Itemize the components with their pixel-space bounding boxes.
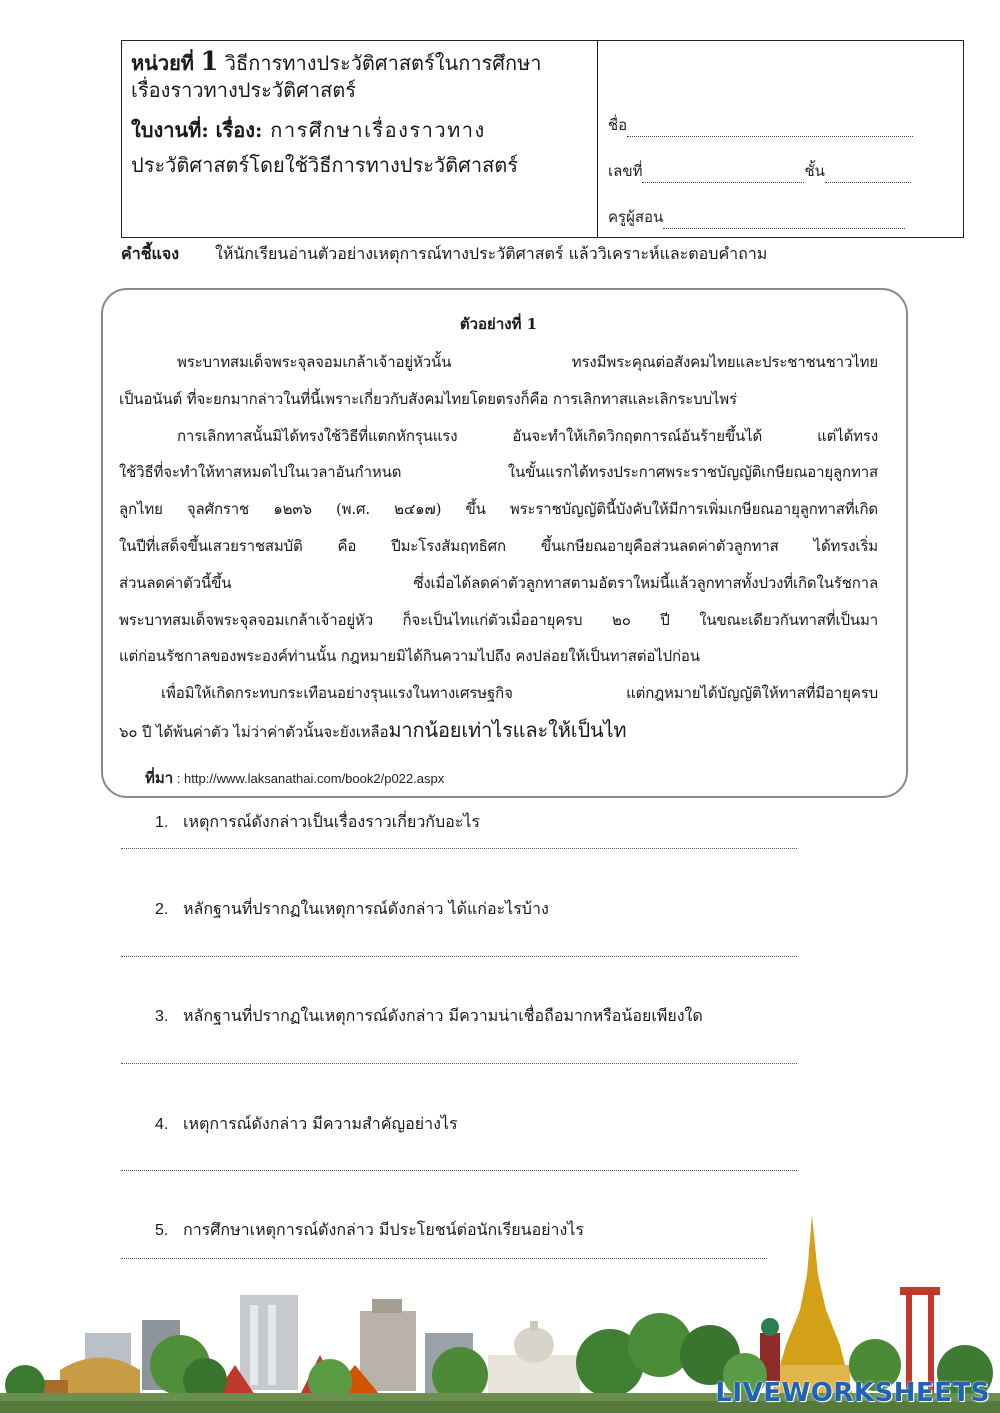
source-url: : http://www.laksanathai.com/book2/p022.aspx bbox=[176, 771, 445, 786]
question-text: เหตุการณ์ดังกล่าวเป็นเรื่องราวเกี่ยวกับอะไร bbox=[183, 812, 480, 831]
example-box bbox=[101, 288, 908, 798]
number-input-line[interactable] bbox=[642, 169, 804, 183]
question-text: การศึกษาเหตุการณ์ดังกล่าว มีประโยชน์ต่อนักเรียนอย่างไร bbox=[183, 1220, 584, 1239]
question-number: 3. bbox=[155, 1008, 169, 1025]
unit-title-part-1: วิธีการทางประวัติศาสตร์ในการศึกษา bbox=[218, 51, 542, 75]
passage-line: แต่ก่อนรัชกาลของพระองค์ท่านนั้น กฎหมายมิได้กินความไปถึง คงปล่อยให้เป็นทาสต่อไปก่อน bbox=[119, 647, 700, 666]
liveworksheets-logo[interactable]: LIVEWORKSHEETS bbox=[715, 1378, 990, 1408]
unit-label: หน่วยที่ bbox=[131, 51, 194, 75]
source-citation bbox=[145, 766, 444, 790]
passage-line: เป็นอนันต์ ที่จะยกมากล่าวในที่นี้เพราะเกี่ยวกับสังคมไทยโดยตรงก็คือ การเลิกทาสและเลิกระบบไพร่ bbox=[119, 389, 737, 408]
passage-line: เพื่อมิให้เกิดกระทบกระเทือนอย่างรุนแรงในทางเศรษฐกิจ แต่กฎหมายได้บัญญัติให้ทาสที่มีอายุครบ bbox=[161, 684, 878, 703]
example-title: ตัวอย่างที่ 1 bbox=[459, 315, 538, 333]
name-input-line[interactable] bbox=[627, 123, 913, 137]
unit-title-line-2: เรื่องราวทางประวัติศาสตร์ bbox=[131, 78, 356, 102]
number-label: เลขที่ bbox=[608, 162, 643, 180]
source-label: ที่มา bbox=[145, 769, 174, 787]
question-text: เหตุการณ์ดังกล่าว มีความสำคัญอย่างไร bbox=[183, 1114, 458, 1133]
class-input-line[interactable] bbox=[825, 169, 911, 183]
passage-line: พระบาทสมเด็จพระจุลจอมเกล้าเจ้าอยู่หัวนั้น ทรงมีพระคุณต่อสังคมไทยและประชาชนชาวไทย bbox=[177, 353, 878, 371]
question-number: 4. bbox=[155, 1116, 169, 1133]
worksheet-label: ใบงานที่: เรื่อง: bbox=[131, 118, 263, 142]
teacher-input-line[interactable] bbox=[663, 215, 905, 229]
instructions bbox=[121, 242, 881, 267]
worksheet-title-part-1: การศึกษาเรื่องราวทาง bbox=[262, 118, 486, 142]
passage-line: ลูกไทย จุลศักราช ๑๒๓๖ (พ.ศ. ๒๔๑๗) ขึ้น พระราชบัญญัตินี้บังคับให้มีการเพิ่มเกษียณอายุลูกทาสที่เกิด bbox=[119, 500, 878, 519]
passage-line: พระบาทสมเด็จพระจุลจอมเกล้าเจ้าอยู่หัว ก็จะเป็นไทแก่ตัวเมื่ออายุครบ ๒๐ ปี ในขณะเดียวกันทาสที่เป็นมา bbox=[119, 610, 878, 629]
question-number: 1. bbox=[155, 814, 169, 831]
header-box bbox=[121, 40, 964, 238]
number-class-field bbox=[608, 137, 963, 183]
passage-final-part-1: ๖๐ ปี ได้พ้นค่าตัว ไม่ว่าค่าตัวนั้นจะยังเหลือ bbox=[119, 722, 389, 741]
passage-line: ส่วนลดค่าตัวนี้ขึ้น ซึ่งเมื่อได้ลดค่าตัวลูกทาสตามอัตราใหม่นี้แล้วลูกทาสทั้งปวงที่เกิดในรัชกาล bbox=[119, 573, 878, 592]
teacher-label: ครูผู้สอน bbox=[608, 208, 664, 226]
passage-line: ใช้วิธีที่จะทำให้ทาสหมดไปในเวลาอันกำหนด ในขั้นแรกได้ทรงประกาศพระราชบัญญัติเกษียณอายุลูกทาส bbox=[119, 463, 878, 482]
unit-title-line-1 bbox=[131, 49, 589, 77]
name-field[interactable] bbox=[608, 91, 963, 137]
answer-line-2[interactable] bbox=[121, 956, 797, 957]
teacher-field[interactable] bbox=[608, 183, 963, 229]
instructions-label: คำชี้แจง bbox=[121, 244, 180, 263]
passage-final-part-2: มากน้อยเท่าไรและให้เป็นไท bbox=[388, 717, 627, 742]
passage-line: การเลิกทาสนั้นมิได้ทรงใช้วิธีที่แตกหักรุนแรง อันจะทำให้เกิดวิกฤตการณ์อันร้ายขึ้นได้ แต่ได้ทรง bbox=[177, 426, 878, 445]
worksheet-title-line-1 bbox=[131, 117, 589, 144]
name-label: ชื่อ bbox=[608, 116, 628, 134]
worksheet-title-block bbox=[122, 41, 598, 237]
worksheet-title-line-2: ประวัติศาสตร์โดยใช้วิธีการทางประวัติศาสตร์ bbox=[131, 153, 519, 177]
question-4 bbox=[155, 1112, 458, 1137]
answer-line-3[interactable] bbox=[121, 1063, 797, 1064]
class-label: ชั้น bbox=[804, 162, 825, 180]
question-2 bbox=[155, 897, 549, 922]
passage-line: ในปีที่เสด็จขึ้นเสวยราชสมบัติ คือ ปีมะโรงสัมฤทธิศก ขึ้นเกษียณอายุคือส่วนลดค่าตัวลูกทาส ได้ทรงเริ่ม bbox=[119, 536, 878, 555]
question-text: หลักฐานที่ปรากฏในเหตุการณ์ดังกล่าว ได้แก่อะไรบ้าง bbox=[183, 899, 549, 918]
passage-line-final bbox=[119, 712, 878, 751]
answer-line-4[interactable] bbox=[121, 1170, 797, 1171]
question-text: หลักฐานที่ปรากฏในเหตุการณ์ดังกล่าว มีความน่าเชื่อถือมากหรือน้อยเพียงใด bbox=[183, 1006, 703, 1025]
student-info-block bbox=[598, 41, 963, 237]
question-3 bbox=[155, 1004, 703, 1029]
unit-number: 1 bbox=[200, 47, 219, 77]
question-number: 5. bbox=[155, 1222, 169, 1239]
instructions-text: ให้นักเรียนอ่านตัวอย่างเหตุการณ์ทางประวัติศาสตร์ แล้ววิเคราะห์และตอบคำถาม bbox=[215, 244, 768, 263]
question-1 bbox=[155, 810, 480, 835]
question-number: 2. bbox=[155, 901, 169, 918]
answer-line-1[interactable] bbox=[121, 848, 797, 849]
